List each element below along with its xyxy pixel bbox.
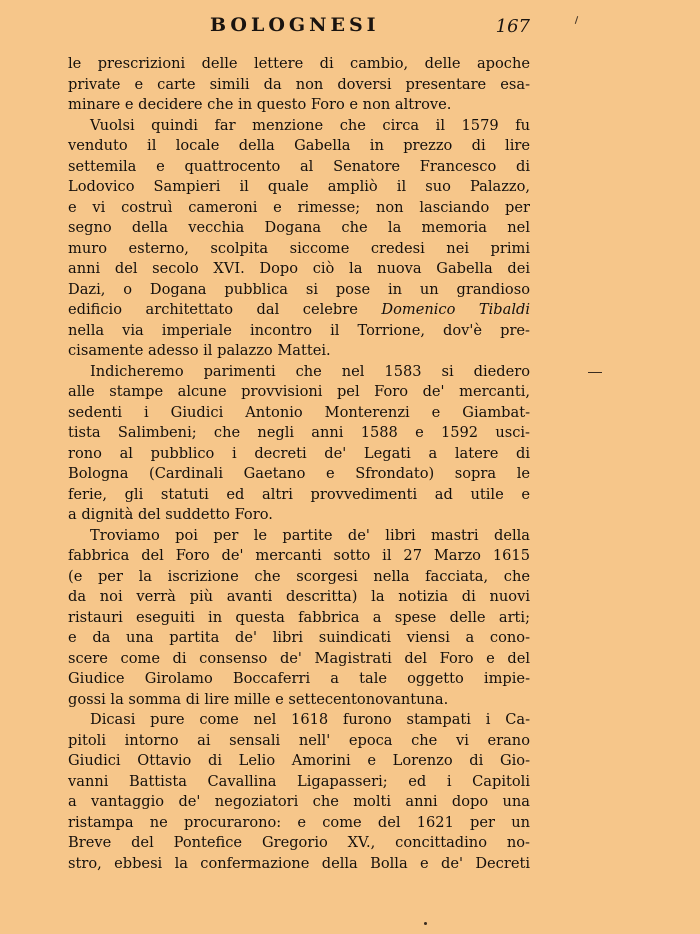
text-line: a dignità del suddetto Foro. — [68, 506, 273, 523]
text-line: scere come di consenso de' Magistrati del Foro e del — [68, 649, 530, 667]
running-head-title: BOLOGNESI — [210, 14, 380, 36]
text-line: rono al pubblico i decreti de' Legati a latere di — [68, 444, 530, 462]
text-line: ristauri eseguiti in questa fabbrica a spese delle arti; — [68, 608, 530, 626]
text-line: ristampa ne procurarono: e come del 1621 per un — [68, 813, 530, 831]
print-speck — [424, 922, 427, 925]
text-line: alle stampe alcune provvisioni pel Foro de' mercanti, — [68, 383, 530, 400]
text-line: pitoli intorno ai sensali nell' epoca che vi erano — [68, 731, 530, 749]
text-line: Dazi, o Dogana pubblica si pose in un grandioso — [68, 280, 530, 298]
text-line: Vuolsi quindi far menzione che circa il 1579 fu — [90, 116, 530, 134]
text-line: gossi la somma di lire mille e settecentonovantuna. — [68, 690, 449, 708]
text-line: Giudice Girolamo Boccaferri a tale oggetto impie- — [68, 670, 530, 687]
text-line: Breve del Pontefice Gregorio XV., concittadino no- — [68, 834, 530, 851]
text-line: le prescrizioni delle lettere di cambio, delle apoche — [68, 55, 530, 72]
text-line: anni del secolo XVI. Dopo ciò la nuova Gabella dei — [68, 260, 530, 277]
text-line: edificio architettato dal celebre Domenico Tibaldi — [68, 301, 531, 318]
running-head — [68, 12, 530, 42]
margin-dash — [588, 372, 602, 373]
text-line: cisamente adesso il palazzo Mattei. — [68, 342, 331, 359]
text-line: Lodovico Sampieri il quale ampliò il suo Palazzo, — [68, 178, 530, 195]
body-text — [68, 54, 530, 874]
print-mark — [575, 16, 578, 24]
text-line: e vi costruì cameroni e rimesse; non lasciando per — [68, 198, 530, 216]
text-line: e da una partita de' libri suindicati viensi a cono- — [68, 629, 530, 646]
text-line: da noi verrà più avanti descritta) la notizia di nuovi — [68, 588, 530, 605]
page-number: 167 — [495, 16, 530, 37]
text-line: Bologna (Cardinali Gaetano e Sfrondato) sopra le — [68, 465, 530, 482]
text-line: Giudici Ottavio di Lelio Amorini e Lorenzo di Gio- — [68, 752, 530, 769]
text-line: Troviamo poi per le partite de' libri mastri della — [90, 526, 530, 544]
text-line: a vantaggio de' negoziatori che molti anni dopo una — [68, 793, 530, 810]
text-line: Dicasi pure come nel 1618 furono stampati i Ca- — [90, 711, 530, 728]
text-line: settemila e quattrocento al Senatore Francesco di — [68, 157, 530, 175]
text-line: nella via imperiale incontro il Torrione, dov'è pre- — [68, 321, 530, 339]
text-line: sedenti i Giudici Antonio Monterenzi e Giambat- — [68, 403, 530, 421]
italic-name: Domenico Tibaldi — [381, 301, 531, 318]
text-line: ferie, gli statuti ed altri provvedimenti ad utile e — [68, 485, 530, 503]
text-line: (e per la iscrizione che scorgesi nella facciata, che — [68, 567, 530, 585]
text-line: segno della vecchia Dogana che la memoria nel — [68, 219, 530, 236]
text-line: private e carte simili da non doversi presentare esa- — [68, 75, 530, 93]
text-line: stro, ebbesi la confermazione della Bolla e de' Decreti — [68, 854, 530, 872]
text-line: Indicheremo parimenti che nel 1583 si diedero — [90, 362, 530, 380]
text-line: venduto il locale della Gabella in prezzo di lire — [68, 137, 530, 154]
text-line: fabbrica del Foro de' mercanti sotto il 27 Marzo 1615 — [68, 547, 530, 564]
text-line: muro esterno, scolpita siccome credesi nei primi — [68, 239, 530, 257]
text-line: tista Salimbeni; che negli anni 1588 e 1592 usci- — [68, 424, 530, 441]
text-line: minare e decidere che in questo Foro e non altrove. — [68, 96, 452, 113]
text-line: vanni Battista Cavallina Ligapasseri; ed i Capitoli — [68, 772, 530, 790]
